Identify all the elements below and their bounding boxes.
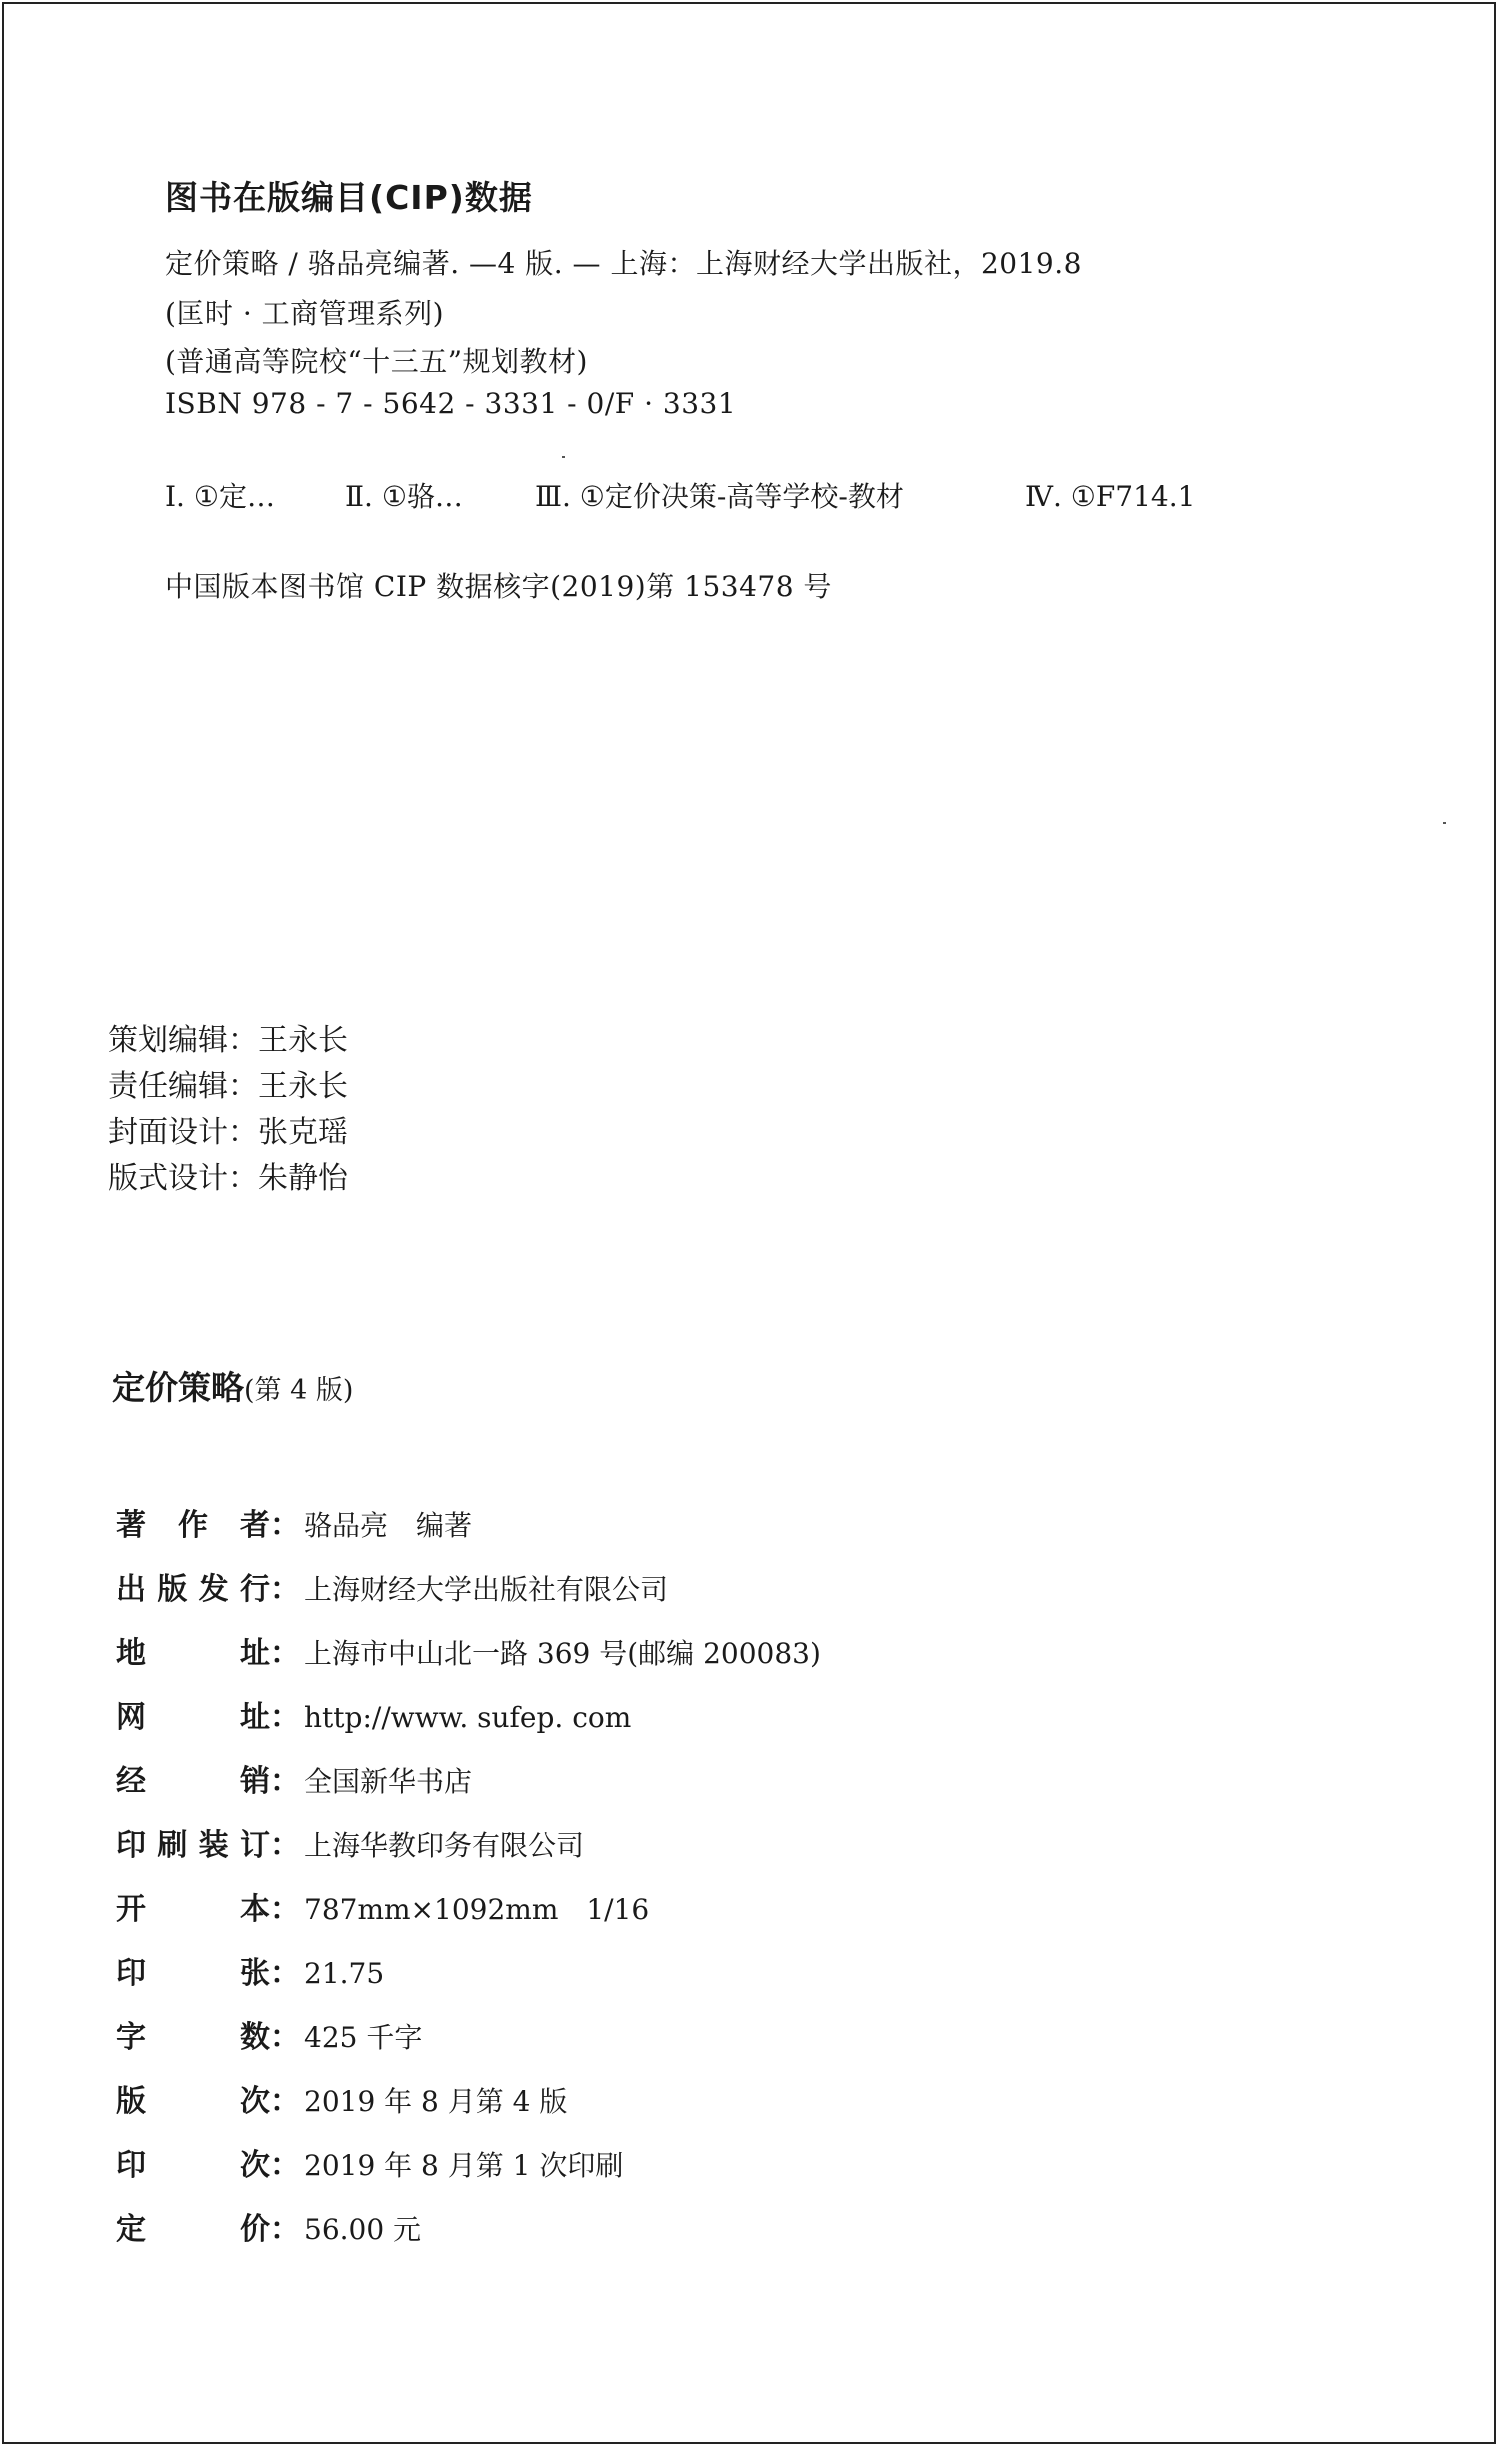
info-key: 经 销 [116,1764,270,1799]
cip-title: 图书在版编目(CIP)数据 [165,178,533,217]
info-colon: ： [270,1572,300,1607]
classification-item: Ⅱ. ①骆… [345,480,463,513]
info-colon: ： [270,2148,300,2183]
info-value: http://www. sufep. com [304,1701,632,1734]
scan-speck [562,456,565,458]
info-key: 印 刷 装 订 [116,1828,270,1863]
info-key: 网 址 [116,1700,270,1735]
info-key: 字 数 [116,2020,270,2055]
info-value: 上海财经大学出版社有限公司 [304,1573,669,1606]
info-key: 地 址 [116,1636,270,1671]
staff-row [108,1015,348,1061]
info-value: 上海华教印务有限公司 [304,1829,585,1862]
info-value: 全国新华书店 [304,1765,473,1798]
info-value: 2019 年 8 月第 4 版 [304,2085,568,2118]
book-title [112,1362,353,1409]
info-colon: ： [270,1892,300,1927]
info-value: 56.00 元 [304,2213,422,2246]
staff-value: 朱静怡 [258,1161,348,1196]
info-row-format [116,1884,821,1948]
info-row-publisher [116,1564,821,1628]
staff-row [108,1153,348,1199]
staff-label: 策划编辑： [108,1023,258,1058]
info-colon: ： [270,1508,300,1543]
info-row-price [116,2204,821,2268]
info-row-printer [116,1820,821,1884]
info-value: 21.75 [304,1957,385,1990]
info-colon: ： [270,1636,300,1671]
info-colon: ： [270,2084,300,2119]
book-edition: (第 4 版) [244,1375,354,1406]
cip-line-isbn: ISBN 978 - 7 - 5642 - 3331 - 0/F · 3331 [165,387,737,420]
staff-row [108,1061,348,1107]
staff-label: 版式设计： [108,1161,258,1196]
cip-classification [165,475,1195,515]
classification-item: Ⅳ. ①F714.1 [1025,480,1196,513]
cip-line-description: 定价策略 / 骆品亮编著. —4 版. — 上海：上海财经大学出版社，2019.8 [165,247,1082,280]
staff-label: 封面设计： [108,1115,258,1150]
info-row-website [116,1692,821,1756]
staff-label: 责任编辑： [108,1069,258,1104]
info-colon: ： [270,2212,300,2247]
info-key: 印 张 [116,1956,270,1991]
info-colon: ： [270,1700,300,1735]
info-key: 定 价 [116,2212,270,2247]
info-key: 版 次 [116,2084,270,2119]
info-value: 2019 年 8 月第 1 次印刷 [304,2149,624,2182]
info-value: 787mm×1092mm 1/16 [304,1893,650,1926]
info-row-printing [116,2140,821,2204]
info-value: 上海市中山北一路 369 号(邮编 200083) [304,1637,821,1670]
info-key: 开 本 [116,1892,270,1927]
scan-speck [1443,822,1446,824]
info-colon: ： [270,2020,300,2055]
info-row-sheets [116,1948,821,2012]
cip-line-textbook-series: (普通高等院校“十三五”规划教材) [165,345,588,378]
info-value: 骆品亮 编著 [304,1509,473,1542]
info-key: 印 次 [116,2148,270,2183]
info-row-author [116,1500,821,1564]
info-row-distributor [116,1756,821,1820]
info-colon: ： [270,1956,300,1991]
info-colon: ： [270,1828,300,1863]
classification-item: Ⅰ. ①定… [165,480,275,513]
cip-line-series: (匡时 · 工商管理系列) [165,297,445,330]
classification-item: Ⅲ. ①定价决策-高等学校-教材 [535,480,904,513]
info-row-edition [116,2076,821,2140]
info-row-wordcount [116,2012,821,2076]
info-value: 425 千字 [304,2021,423,2054]
cip-number: 中国版本图书馆 CIP 数据核字(2019)第 153478 号 [165,570,832,603]
publication-info [116,1500,821,2268]
staff-credits [108,1015,348,1199]
staff-row [108,1107,348,1153]
book-title-main: 定价策略 [112,1368,244,1407]
staff-value: 张克瑶 [258,1115,348,1150]
staff-value: 王永长 [258,1069,348,1104]
info-key: 著 作 者 [116,1508,270,1543]
info-colon: ： [270,1764,300,1799]
staff-value: 王永长 [258,1023,348,1058]
info-row-address [116,1628,821,1692]
info-key: 出 版 发 行 [116,1572,270,1607]
